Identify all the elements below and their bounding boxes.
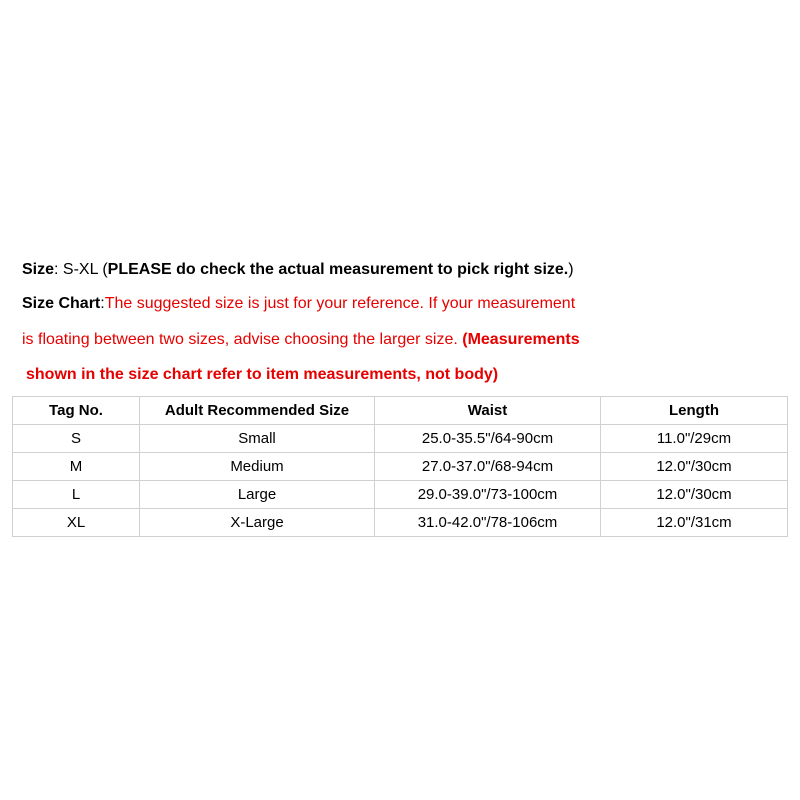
- size-label: Size: [22, 261, 55, 278]
- measurement-note-part2: shown in the size chart refer to item measurements, not body): [26, 366, 499, 383]
- cell-tag: L: [13, 481, 140, 509]
- size-table: [12, 396, 788, 537]
- size-check-note: PLEASE do check the actual measurement to pick right size.: [107, 261, 569, 278]
- cell-waist: 31.0-42.0"/78-106cm: [375, 509, 601, 537]
- size-chart-colon: :: [100, 295, 105, 312]
- size-range: S-XL (: [62, 261, 108, 278]
- size-chart-note-part2: is floating between two sizes, advise choosing the larger size.: [22, 331, 463, 348]
- cell-length: 12.0"/30cm: [601, 453, 788, 481]
- table-header-row: [13, 397, 788, 425]
- cell-length: 12.0"/31cm: [601, 509, 788, 537]
- cell-adult-size: X-Large: [140, 509, 375, 537]
- size-chart-line-3: [22, 363, 792, 387]
- table-row: [13, 453, 788, 481]
- cell-waist: 25.0-35.5"/64-90cm: [375, 425, 601, 453]
- size-chart-line-1: [22, 292, 792, 316]
- measurement-note-part1: (Measurements: [462, 331, 580, 348]
- size-info-block: [22, 258, 792, 387]
- size-chart-line-2: [22, 328, 792, 352]
- header-waist: Waist: [375, 397, 601, 425]
- cell-tag: XL: [13, 509, 140, 537]
- cell-length: 12.0"/30cm: [601, 481, 788, 509]
- cell-adult-size: Large: [140, 481, 375, 509]
- size-line: [22, 258, 792, 282]
- header-adult-size: Adult Recommended Size: [140, 397, 375, 425]
- header-tag-no: Tag No.: [13, 397, 140, 425]
- cell-length: 11.0"/29cm: [601, 425, 788, 453]
- cell-waist: 29.0-39.0"/73-100cm: [375, 481, 601, 509]
- header-length: Length: [601, 397, 788, 425]
- cell-adult-size: Medium: [140, 453, 375, 481]
- size-close-paren: ): [568, 261, 574, 278]
- cell-tag: M: [13, 453, 140, 481]
- table-row: [13, 425, 788, 453]
- size-chart-note-part1: The suggested size is just for your reference. If your measurement: [104, 295, 576, 312]
- table-row: [13, 509, 788, 537]
- cell-tag: S: [13, 425, 140, 453]
- cell-adult-size: Small: [140, 425, 375, 453]
- size-colon: :: [54, 261, 63, 278]
- size-chart-label: Size Chart: [22, 295, 101, 312]
- table-row: [13, 481, 788, 509]
- cell-waist: 27.0-37.0"/68-94cm: [375, 453, 601, 481]
